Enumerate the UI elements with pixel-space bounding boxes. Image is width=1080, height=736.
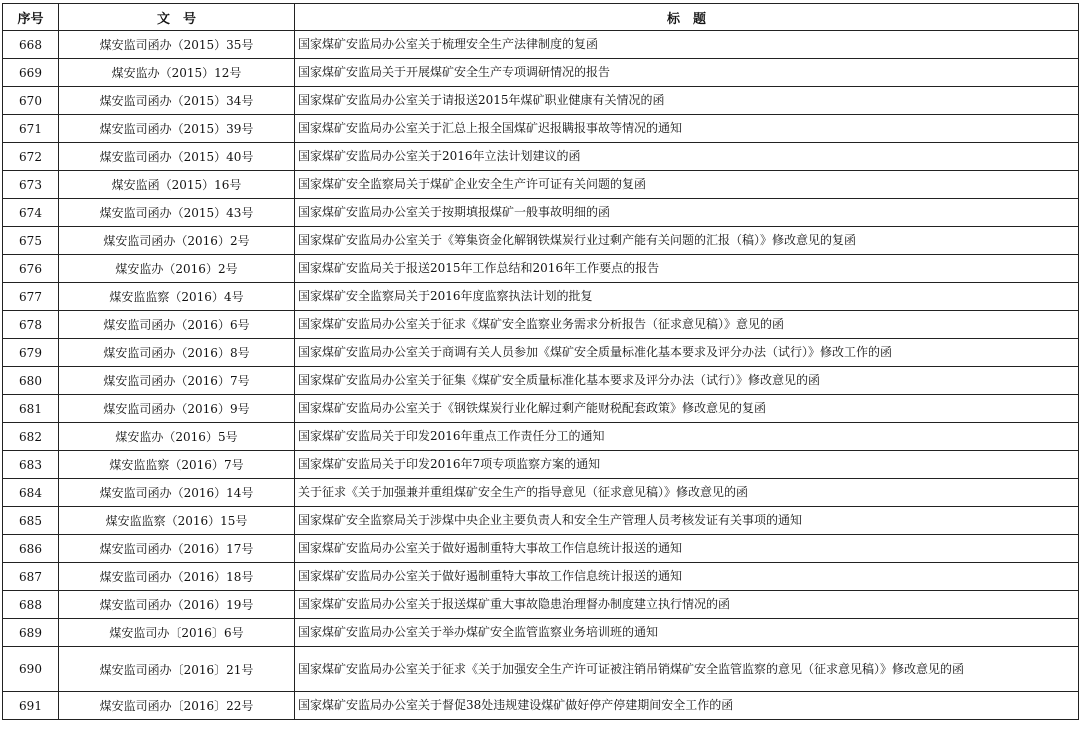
table-row (3, 423, 1079, 451)
table-row (3, 619, 1079, 647)
row-document-number: 煤安监监察（2016）15号 (59, 507, 295, 535)
row-serial-number: 670 (3, 87, 59, 115)
header-serial-number: 序号 (3, 4, 59, 31)
row-title: 国家煤矿安监局办公室关于征集《煤矿安全质量标准化基本要求及评分办法（试行）》修改意见的函 (295, 367, 1079, 395)
row-serial-number: 673 (3, 171, 59, 199)
row-serial-number: 686 (3, 535, 59, 563)
row-document-number: 煤安监司函办（2015）40号 (59, 143, 295, 171)
row-serial-number: 690 (3, 647, 59, 692)
table-row (3, 143, 1079, 171)
row-document-number: 煤安监司函办（2015）34号 (59, 87, 295, 115)
table-row (3, 591, 1079, 619)
table-row (3, 87, 1079, 115)
row-serial-number: 672 (3, 143, 59, 171)
table-row (3, 535, 1079, 563)
row-title: 国家煤矿安监局办公室关于征求《煤矿安全监察业务需求分析报告（征求意见稿）》意见的函 (295, 311, 1079, 339)
table-row (3, 479, 1079, 507)
row-serial-number: 674 (3, 199, 59, 227)
row-serial-number: 682 (3, 423, 59, 451)
row-document-number: 煤安监监察（2016）7号 (59, 451, 295, 479)
row-document-number: 煤安监司函办（2016）18号 (59, 563, 295, 591)
row-title: 国家煤矿安监局办公室关于举办煤矿安全监管监察业务培训班的通知 (295, 619, 1079, 647)
row-serial-number: 678 (3, 311, 59, 339)
row-document-number: 煤安监司函办（2016）9号 (59, 395, 295, 423)
row-title: 国家煤矿安全监察局关于煤矿企业安全生产许可证有关问题的复函 (295, 171, 1079, 199)
row-title: 国家煤矿安监局关于开展煤矿安全生产专项调研情况的报告 (295, 59, 1079, 87)
row-title: 国家煤矿安监局办公室关于做好遏制重特大事故工作信息统计报送的通知 (295, 535, 1079, 563)
table-row (3, 692, 1079, 720)
table-row (3, 507, 1079, 535)
row-title: 关于征求《关于加强兼并重组煤矿安全生产的指导意见（征求意见稿）》修改意见的函 (295, 479, 1079, 507)
row-document-number: 煤安监办（2016）5号 (59, 423, 295, 451)
table-row (3, 563, 1079, 591)
table-row (3, 395, 1079, 423)
row-document-number: 煤安监司函办（2015）43号 (59, 199, 295, 227)
row-title: 国家煤矿安监局办公室关于梳理安全生产法律制度的复函 (295, 31, 1079, 59)
row-document-number: 煤安监司函办（2015）35号 (59, 31, 295, 59)
row-serial-number: 668 (3, 31, 59, 59)
row-serial-number: 680 (3, 367, 59, 395)
row-document-number: 煤安监司函办（2016）14号 (59, 479, 295, 507)
table-row (3, 451, 1079, 479)
row-document-number: 煤安监司函办（2016）2号 (59, 227, 295, 255)
row-document-number: 煤安监函（2015）16号 (59, 171, 295, 199)
table-row (3, 171, 1079, 199)
header-row (3, 4, 1079, 31)
row-serial-number: 677 (3, 283, 59, 311)
row-title: 国家煤矿安全监察局关于2016年度监察执法计划的批复 (295, 283, 1079, 311)
header-document-number: 文 号 (59, 4, 295, 31)
row-title: 国家煤矿安监局办公室关于报送煤矿重大事故隐患治理督办制度建立执行情况的函 (295, 591, 1079, 619)
table-row (3, 227, 1079, 255)
table-row (3, 199, 1079, 227)
table-row (3, 367, 1079, 395)
row-title: 国家煤矿安监局办公室关于请报送2015年煤矿职业健康有关情况的函 (295, 87, 1079, 115)
row-document-number: 煤安监司函办（2016）6号 (59, 311, 295, 339)
row-serial-number: 683 (3, 451, 59, 479)
row-serial-number: 684 (3, 479, 59, 507)
row-document-number: 煤安监司函办〔2016〕22号 (59, 692, 295, 720)
row-title: 国家煤矿安监局办公室关于按期填报煤矿一般事故明细的函 (295, 199, 1079, 227)
row-serial-number: 675 (3, 227, 59, 255)
row-document-number: 煤安监司函办（2016）7号 (59, 367, 295, 395)
row-title: 国家煤矿安监局办公室关于汇总上报全国煤矿迟报瞒报事故等情况的通知 (295, 115, 1079, 143)
table-row (3, 311, 1079, 339)
row-document-number: 煤安监司函办（2015）39号 (59, 115, 295, 143)
row-title: 国家煤矿安监局办公室关于做好遏制重特大事故工作信息统计报送的通知 (295, 563, 1079, 591)
document-table (2, 3, 1079, 720)
row-title: 国家煤矿安监局办公室关于《钢铁煤炭行业化解过剩产能财税配套政策》修改意见的复函 (295, 395, 1079, 423)
row-document-number: 煤安监司函办（2016）8号 (59, 339, 295, 367)
row-document-number: 煤安监监察（2016）4号 (59, 283, 295, 311)
row-document-number: 煤安监司函办（2016）17号 (59, 535, 295, 563)
row-serial-number: 691 (3, 692, 59, 720)
row-serial-number: 681 (3, 395, 59, 423)
row-serial-number: 679 (3, 339, 59, 367)
row-document-number: 煤安监司函办（2016）19号 (59, 591, 295, 619)
table-row (3, 339, 1079, 367)
row-document-number: 煤安监办（2015）12号 (59, 59, 295, 87)
row-serial-number: 685 (3, 507, 59, 535)
row-serial-number: 676 (3, 255, 59, 283)
row-serial-number: 671 (3, 115, 59, 143)
row-title: 国家煤矿安监局关于报送2015年工作总结和2016年工作要点的报告 (295, 255, 1079, 283)
table-header (3, 4, 1079, 31)
row-title: 国家煤矿安监局办公室关于商调有关人员参加《煤矿安全质量标准化基本要求及评分办法（试行）》修改工作的函 (295, 339, 1079, 367)
row-serial-number: 688 (3, 591, 59, 619)
row-serial-number: 669 (3, 59, 59, 87)
table-row (3, 255, 1079, 283)
table-row (3, 647, 1079, 692)
row-title: 国家煤矿安监局关于印发2016年7项专项监察方案的通知 (295, 451, 1079, 479)
table-row (3, 31, 1079, 59)
row-title: 国家煤矿安监局关于印发2016年重点工作责任分工的通知 (295, 423, 1079, 451)
row-title: 国家煤矿安监局办公室关于2016年立法计划建议的函 (295, 143, 1079, 171)
table-row (3, 59, 1079, 87)
header-title: 标 题 (295, 4, 1079, 31)
row-title: 国家煤矿安监局办公室关于督促38处违规建设煤矿做好停产停建期间安全工作的函 (295, 692, 1079, 720)
row-document-number: 煤安监办（2016）2号 (59, 255, 295, 283)
row-serial-number: 687 (3, 563, 59, 591)
row-document-number: 煤安监司函办〔2016〕21号 (59, 647, 295, 692)
table-row (3, 115, 1079, 143)
row-serial-number: 689 (3, 619, 59, 647)
table-row (3, 283, 1079, 311)
row-title: 国家煤矿安全监察局关于涉煤中央企业主要负责人和安全生产管理人员考核发证有关事项的通知 (295, 507, 1079, 535)
table-body (3, 31, 1079, 720)
row-title: 国家煤矿安监局办公室关于征求《关于加强安全生产许可证被注销吊销煤矿安全监管监察的意见（征求意见稿）》修改意见的函 (295, 647, 1079, 692)
row-title: 国家煤矿安监局办公室关于《筹集资金化解钢铁煤炭行业过剩产能有关问题的汇报（稿）》修改意见的复函 (295, 227, 1079, 255)
row-document-number: 煤安监司办〔2016〕6号 (59, 619, 295, 647)
